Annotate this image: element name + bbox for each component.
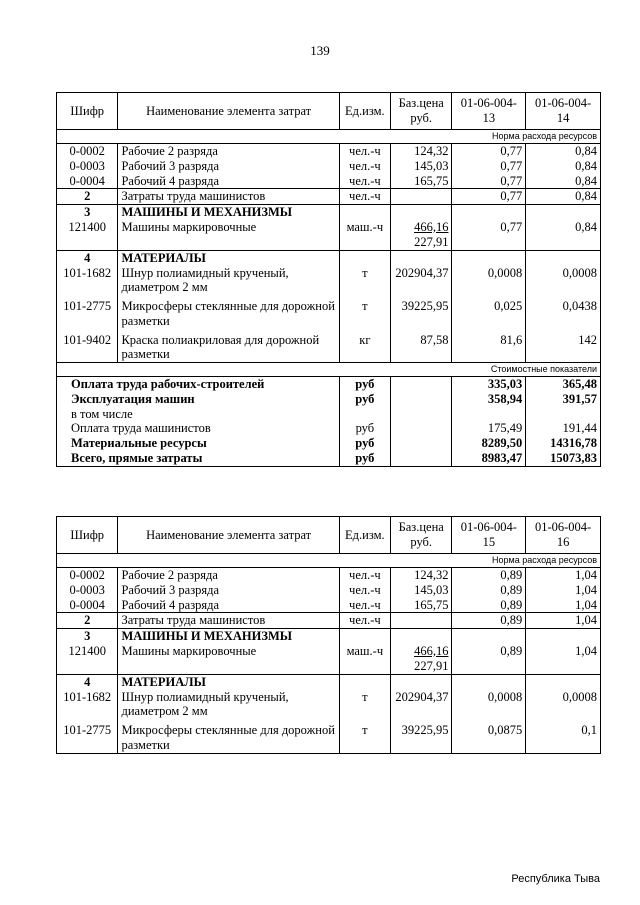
value-cell: 0,0438 — [526, 295, 601, 329]
name-cell: Машины маркировочные — [118, 220, 339, 251]
name-cell: Краска полиакриловая для дорожной разметки — [118, 329, 339, 363]
table-row — [57, 329, 601, 363]
price-cell: 124,32 — [390, 568, 451, 583]
value-cell: 1,04 — [526, 583, 601, 598]
code-cell: 101-2775 — [57, 295, 118, 329]
code-cell: 101-2775 — [57, 719, 118, 753]
value-cell: 1,04 — [526, 613, 601, 629]
page-number: 139 — [310, 43, 330, 58]
totals-row — [57, 407, 601, 422]
price-line-1: 466,16 — [414, 643, 449, 658]
section-title: МАШИНЫ И МЕХАНИЗМЫ — [118, 205, 339, 220]
header-base-price: Баз.цена руб. — [390, 93, 451, 130]
header-norm-1: 01-06-004-13 — [452, 93, 526, 130]
totals-row — [57, 392, 601, 407]
total-unit: руб — [339, 377, 390, 392]
total-unit: руб — [339, 421, 390, 436]
unit-cell: маш.-ч — [339, 644, 390, 675]
section-row — [57, 205, 601, 220]
value-cell: 0,0008 — [526, 266, 601, 296]
price-line-1: 466,16 — [414, 219, 449, 234]
total-name: Материальные ресурсы — [57, 436, 340, 451]
estimate-table-2 — [56, 516, 601, 754]
table-row — [57, 690, 601, 720]
price-cell: 165,75 — [390, 174, 451, 189]
value-cell: 0,84 — [526, 189, 601, 205]
unit-cell: чел.-ч — [339, 189, 390, 205]
price-cell: 87,58 — [390, 329, 451, 363]
machinists-row — [57, 189, 601, 205]
unit-cell: т — [339, 719, 390, 753]
table-row — [57, 598, 601, 613]
value-cell: 142 — [526, 329, 601, 363]
unit-cell: чел.-ч — [339, 583, 390, 598]
total-unit: руб — [339, 451, 390, 466]
total-value: 175,49 — [452, 421, 526, 436]
totals-row — [57, 451, 601, 466]
total-value: 391,57 — [526, 392, 601, 407]
total-value: 15073,83 — [526, 451, 601, 466]
total-name: Оплата труда рабочих-строителей — [57, 377, 340, 392]
totals-row — [57, 421, 601, 436]
code-cell: 101-1682 — [57, 266, 118, 296]
code-cell: 2 — [57, 613, 118, 629]
code-cell: 0-0002 — [57, 144, 118, 159]
value-cell: 0,0008 — [452, 690, 526, 720]
header-name: Наименование элемента затрат — [118, 517, 339, 554]
price-cell — [390, 220, 451, 251]
value-cell: 81,6 — [452, 329, 526, 363]
price-cell — [390, 189, 451, 205]
code-cell: 2 — [57, 189, 118, 205]
value-cell: 0,1 — [526, 719, 601, 753]
code-cell: 121400 — [57, 220, 118, 251]
value-cell: 0,84 — [526, 174, 601, 189]
price-cell: 39225,95 — [390, 295, 451, 329]
code-cell: 0-0004 — [57, 174, 118, 189]
section-code: 3 — [57, 205, 118, 220]
cost-label-row — [57, 363, 601, 377]
header-code: Шифр — [57, 517, 118, 554]
name-cell: Шнур полиамидный крученый, диаметром 2 мм — [118, 266, 339, 296]
table-header-row — [57, 93, 601, 130]
table-row — [57, 144, 601, 159]
table-row — [57, 583, 601, 598]
table-row — [57, 174, 601, 189]
table-row — [57, 295, 601, 329]
code-cell: 0-0004 — [57, 598, 118, 613]
total-value: 14316,78 — [526, 436, 601, 451]
name-cell: Машины маркировочные — [118, 644, 339, 675]
section-code: 4 — [57, 250, 118, 265]
header-base-price: Баз.цена руб. — [390, 517, 451, 554]
total-value: 8289,50 — [452, 436, 526, 451]
norm-label-row — [57, 130, 601, 144]
value-cell: 0,89 — [452, 613, 526, 629]
value-cell: 0,89 — [452, 644, 526, 675]
table-row — [57, 220, 601, 251]
table-row — [57, 568, 601, 583]
name-cell: Затраты труда машинистов — [118, 189, 339, 205]
value-cell: 0,77 — [452, 144, 526, 159]
name-cell: Рабочий 4 разряда — [118, 598, 339, 613]
section-code: 3 — [57, 629, 118, 644]
name-cell: Затраты труда машинистов — [118, 613, 339, 629]
table-row — [57, 719, 601, 753]
name-cell: Микросферы стеклянные для дорожной разметки — [118, 719, 339, 753]
norm-label: Норма расхода ресурсов — [57, 554, 601, 568]
section-row — [57, 250, 601, 265]
price-cell: 202904,37 — [390, 690, 451, 720]
section-row — [57, 629, 601, 644]
price-line-2: 227,91 — [414, 234, 449, 249]
unit-cell: чел.-ч — [339, 174, 390, 189]
value-cell: 0,77 — [452, 220, 526, 251]
unit-cell: т — [339, 690, 390, 720]
value-cell: 1,04 — [526, 644, 601, 675]
header-code: Шифр — [57, 93, 118, 130]
header-name: Наименование элемента затрат — [118, 93, 339, 130]
unit-cell: чел.-ч — [339, 613, 390, 629]
total-value: 335,03 — [452, 377, 526, 392]
value-cell: 0,0875 — [452, 719, 526, 753]
price-cell: 165,75 — [390, 598, 451, 613]
header-unit: Ед.изм. — [339, 93, 390, 130]
norm-label-row — [57, 554, 601, 568]
value-cell: 0,84 — [526, 144, 601, 159]
section-title: МАТЕРИАЛЫ — [118, 674, 339, 689]
price-cell: 145,03 — [390, 159, 451, 174]
code-cell: 101-9402 — [57, 329, 118, 363]
total-value: 8983,47 — [452, 451, 526, 466]
value-cell: 0,89 — [452, 568, 526, 583]
unit-cell: т — [339, 295, 390, 329]
table-header-row — [57, 517, 601, 554]
header-norm-1: 01-06-004-15 — [452, 517, 526, 554]
section-title: МАШИНЫ И МЕХАНИЗМЫ — [118, 629, 339, 644]
total-unit: руб — [339, 392, 390, 407]
price-cell — [390, 644, 451, 675]
table-row — [57, 266, 601, 296]
value-cell: 1,04 — [526, 568, 601, 583]
total-value: 358,94 — [452, 392, 526, 407]
section-code: 4 — [57, 674, 118, 689]
section-row — [57, 674, 601, 689]
value-cell: 0,89 — [452, 583, 526, 598]
value-cell: 0,77 — [452, 189, 526, 205]
value-cell: 0,0008 — [452, 266, 526, 296]
value-cell: 0,77 — [452, 159, 526, 174]
total-value: 191,44 — [526, 421, 601, 436]
header-norm-2: 01-06-004-14 — [526, 93, 601, 130]
code-cell: 0-0003 — [57, 159, 118, 174]
norm-label: Норма расхода ресурсов — [57, 130, 601, 144]
unit-cell: чел.-ч — [339, 144, 390, 159]
value-cell: 0,89 — [452, 598, 526, 613]
total-unit: руб — [339, 436, 390, 451]
value-cell: 0,84 — [526, 220, 601, 251]
value-cell: 0,0008 — [526, 690, 601, 720]
unit-cell: чел.-ч — [339, 159, 390, 174]
machinists-row — [57, 613, 601, 629]
total-name: Эксплуатация машин — [57, 392, 340, 407]
value-cell: 0,84 — [526, 159, 601, 174]
total-name: в том числе — [57, 407, 340, 422]
name-cell: Рабочий 3 разряда — [118, 583, 339, 598]
table-row — [57, 159, 601, 174]
name-cell: Микросферы стеклянные для дорожной разметки — [118, 295, 339, 329]
total-value: 365,48 — [526, 377, 601, 392]
value-cell: 0,77 — [452, 174, 526, 189]
price-cell: 39225,95 — [390, 719, 451, 753]
value-cell: 0,025 — [452, 295, 526, 329]
name-cell: Шнур полиамидный крученый, диаметром 2 мм — [118, 690, 339, 720]
unit-cell: маш.-ч — [339, 220, 390, 251]
name-cell: Рабочий 3 разряда — [118, 159, 339, 174]
header-unit: Ед.изм. — [339, 517, 390, 554]
unit-cell: чел.-ч — [339, 598, 390, 613]
name-cell: Рабочие 2 разряда — [118, 144, 339, 159]
header-norm-2: 01-06-004-16 — [526, 517, 601, 554]
footer-region: Республика Тыва — [511, 873, 600, 885]
total-name: Всего, прямые затраты — [57, 451, 340, 466]
value-cell: 1,04 — [526, 598, 601, 613]
total-name: Оплата труда машинистов — [57, 421, 340, 436]
price-cell — [390, 613, 451, 629]
name-cell: Рабочий 4 разряда — [118, 174, 339, 189]
totals-row — [57, 377, 601, 392]
code-cell: 121400 — [57, 644, 118, 675]
price-cell: 202904,37 — [390, 266, 451, 296]
name-cell: Рабочие 2 разряда — [118, 568, 339, 583]
code-cell: 0-0003 — [57, 583, 118, 598]
unit-cell: чел.-ч — [339, 568, 390, 583]
table-row — [57, 644, 601, 675]
cost-label: Стоимостные показатели — [57, 363, 601, 377]
estimate-table-1 — [56, 92, 601, 467]
unit-cell: т — [339, 266, 390, 296]
price-cell: 124,32 — [390, 144, 451, 159]
price-line-2: 227,91 — [414, 658, 449, 673]
code-cell: 101-1682 — [57, 690, 118, 720]
section-title: МАТЕРИАЛЫ — [118, 250, 339, 265]
unit-cell: кг — [339, 329, 390, 363]
code-cell: 0-0002 — [57, 568, 118, 583]
price-cell: 145,03 — [390, 583, 451, 598]
totals-row — [57, 436, 601, 451]
